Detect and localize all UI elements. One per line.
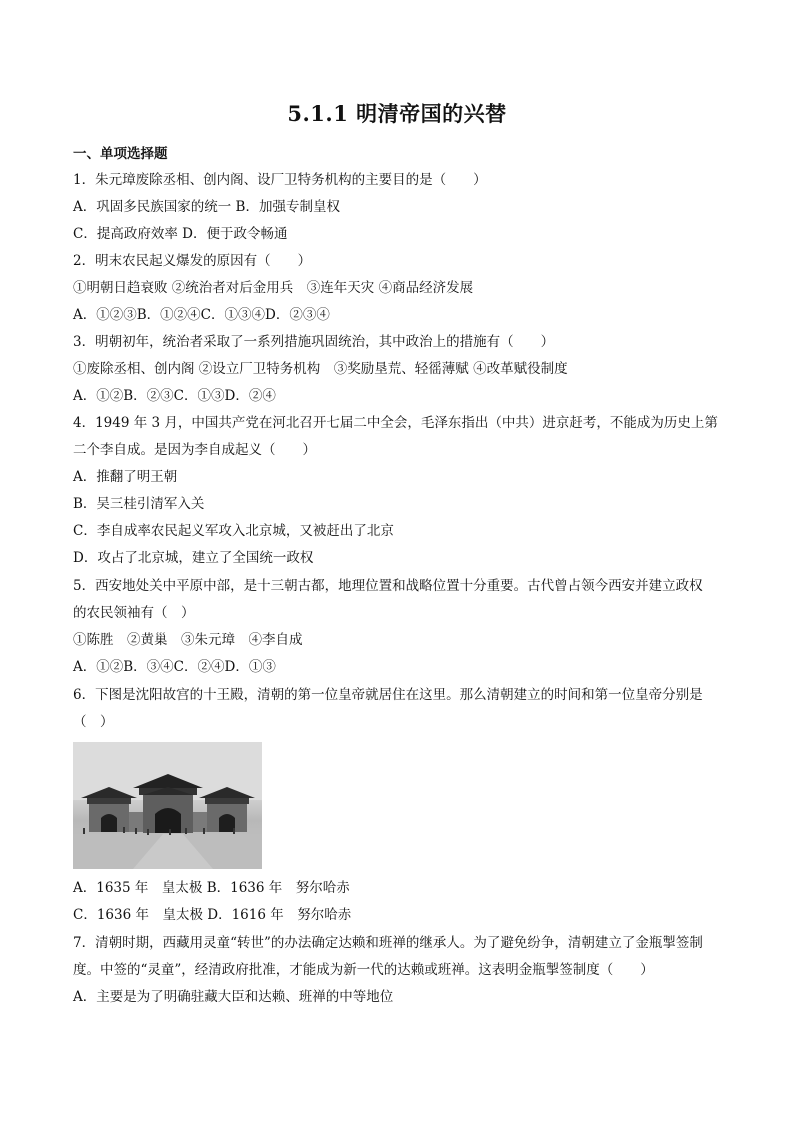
document-title: 5.1.1 明清帝国的兴替 — [287, 101, 507, 126]
question-4-option-a: A．推翻了明王朝 — [73, 469, 178, 485]
section-heading: 一、单项选择题 — [73, 146, 168, 162]
shenyang-palace-photo — [73, 742, 262, 869]
question-6-options-ab: A．1635 年 皇太极 B．1636 年 努尔哈赤 — [73, 880, 350, 896]
question-5-options: A．①②B．③④C．②④D．①③ — [73, 659, 276, 675]
question-6-stem-line-2: （ ） — [73, 714, 114, 730]
question-7-option-a: A．主要是为了明确驻藏大臣和达赖、班禅的中等地位 — [73, 989, 394, 1005]
question-7-stem-line-2: 度。中签的“灵童”，经清政府批准，才能成为新一代的达赖或班禅。这表明金瓶掣签制度（ ） — [73, 962, 654, 978]
question-3-items: ①废除丞相、创内阁 ②设立厂卫特务机构 ③奖励垦荒、轻徭薄赋 ④改革赋役制度 — [73, 361, 568, 377]
question-7-stem-line-1: 7．清朝时期，西藏用灵童“转世”的办法确定达赖和班禅的继承人。为了避免纷争，清朝建立了金瓶掣签制 — [73, 935, 703, 951]
question-3-options: A．①②B．②③C．①③D．②④ — [73, 388, 276, 404]
question-2-items: ①明朝日趋衰败 ②统治者对后金用兵 ③连年天灾 ④商品经济发展 — [73, 280, 474, 296]
question-5-items: ①陈胜 ②黄巢 ③朱元璋 ④李自成 — [73, 632, 303, 648]
question-1-stem: 1．朱元璋废除丞相、创内阁、设厂卫特务机构的主要目的是（ ） — [73, 172, 487, 188]
question-2-options: A．①②③B．①②④C．①③④D．②③④ — [73, 307, 330, 323]
question-2-stem: 2．明末农民起义爆发的原因有（ ） — [73, 253, 312, 269]
question-1-options-cd: C．提高政府效率 D．便于政令畅通 — [73, 226, 288, 242]
question-5-stem-line-1: 5．西安地处关中平原中部，是十三朝古都，地理位置和战略位置十分重要。古代曾占领今西安并建立政权 — [73, 578, 703, 594]
question-4-stem-line-1: 4．1949 年 3 月，中国共产党在河北召开七届二中全会，毛泽东指出（中共）进京赶考，不能成为历史上第 — [73, 415, 718, 431]
question-4-stem-line-2: 二个李自成。是因为李自成起义（ ） — [73, 442, 316, 458]
question-6-options-cd: C．1636 年 皇太极 D．1616 年 努尔哈赤 — [73, 907, 352, 923]
question-5-stem-line-2: 的农民领袖有（ ） — [73, 605, 195, 621]
question-6-stem-line-1: 6．下图是沈阳故宫的十王殿，清朝的第一位皇帝就居住在这里。那么清朝建立的时间和第一位皇帝分别是 — [73, 687, 703, 703]
question-1-options-ab: A．巩固多民族国家的统一 B．加强专制皇权 — [73, 199, 340, 215]
question-4-option-b: B．吴三桂引清军入关 — [73, 496, 205, 512]
question-4-option-d: D．攻占了北京城，建立了全国统一政权 — [73, 550, 314, 566]
question-3-stem: 3．明朝初年，统治者采取了一系列措施巩固统治，其中政治上的措施有（ ） — [73, 334, 555, 350]
question-4-option-c: C．李自成率农民起义军攻入北京城，又被赶出了北京 — [73, 523, 394, 539]
